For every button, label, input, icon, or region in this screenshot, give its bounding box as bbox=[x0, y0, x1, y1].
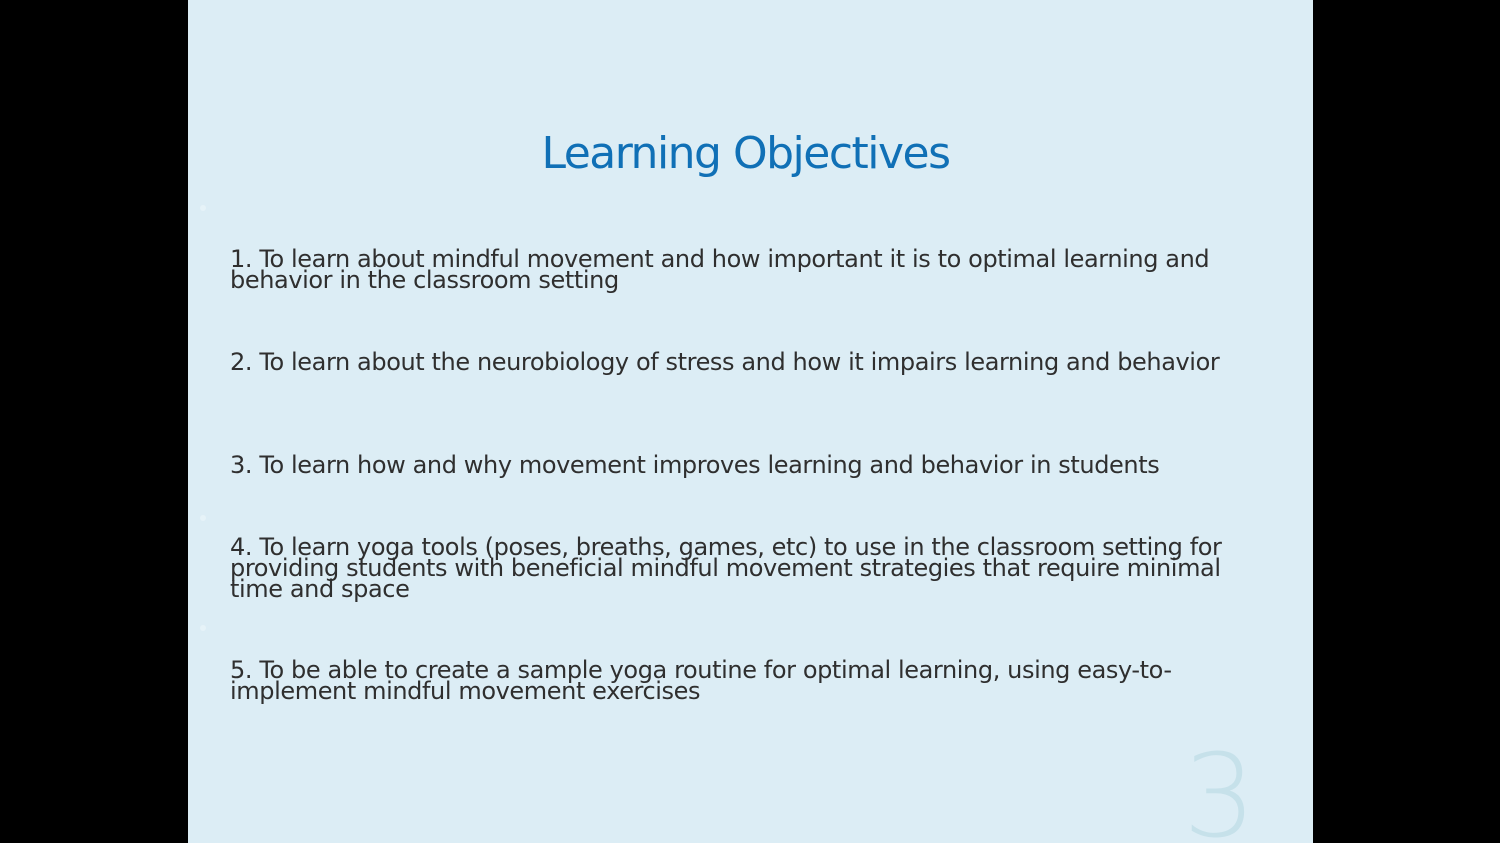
objective-item: 5. To be able to create a sample yoga routine for optimal learning, using easy-to-implement mindful movement exercises bbox=[230, 656, 1172, 705]
decorative-dot bbox=[200, 205, 206, 211]
slide-title: Learning Objectives bbox=[541, 128, 950, 179]
objective-item: 4. To learn yoga tools (poses, breaths, games, etc) to use in the classroom setting for providing students with beneficial mindful movement strategies that require minimal time and space bbox=[230, 533, 1222, 603]
objective-item: 2. To learn about the neurobiology of stress and how it impairs learning and behavior bbox=[230, 348, 1220, 376]
decorative-dot bbox=[200, 515, 206, 521]
slide bbox=[188, 0, 1313, 843]
objective-item: 3. To learn how and why movement improves learning and behavior in students bbox=[230, 451, 1160, 479]
decorative-dot bbox=[200, 625, 206, 631]
slide-number: 3 bbox=[1183, 730, 1257, 843]
objective-item: 1. To learn about mindful movement and how important it is to optimal learning and behavior in the classroom setting bbox=[230, 245, 1210, 294]
